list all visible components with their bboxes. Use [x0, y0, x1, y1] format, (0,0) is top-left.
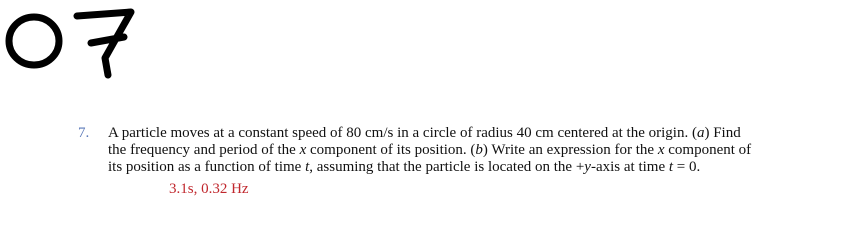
text: its position as a function of time: [108, 159, 306, 175]
problem-text: [108, 125, 848, 176]
part-label-b: b: [475, 142, 483, 158]
answer-text: 3.1s, 0.32 Hz: [169, 181, 249, 197]
variable-x: x: [299, 142, 307, 158]
text: ) Write an expression for the: [482, 142, 658, 158]
variable-y: y: [584, 159, 591, 175]
text: -axis at time: [590, 159, 669, 175]
part-label-a: a: [696, 125, 705, 141]
problem-line-2: [108, 142, 848, 159]
text: A particle moves at a constant speed of 80 cm/s in a circle of radius 40 cm centered at the origin. (: [108, 125, 697, 141]
variable-t: t: [305, 159, 310, 175]
text: , assuming that the particle is located on the +: [309, 159, 585, 175]
problem-line-3: [108, 159, 848, 176]
problem-line-1: [108, 125, 848, 142]
text: the frequency and period of the: [108, 142, 300, 158]
variable-x: x: [657, 142, 665, 158]
text: = 0.: [673, 159, 701, 175]
text: component of its position. (: [306, 142, 476, 158]
text: ) Find: [704, 125, 741, 141]
handwritten-seven: [77, 12, 131, 75]
text: component of: [664, 142, 752, 158]
variable-t: t: [668, 159, 674, 175]
problem-number: 7.: [78, 125, 90, 141]
handwritten-label-07: [0, 0, 150, 90]
handwritten-zero: [9, 17, 59, 65]
